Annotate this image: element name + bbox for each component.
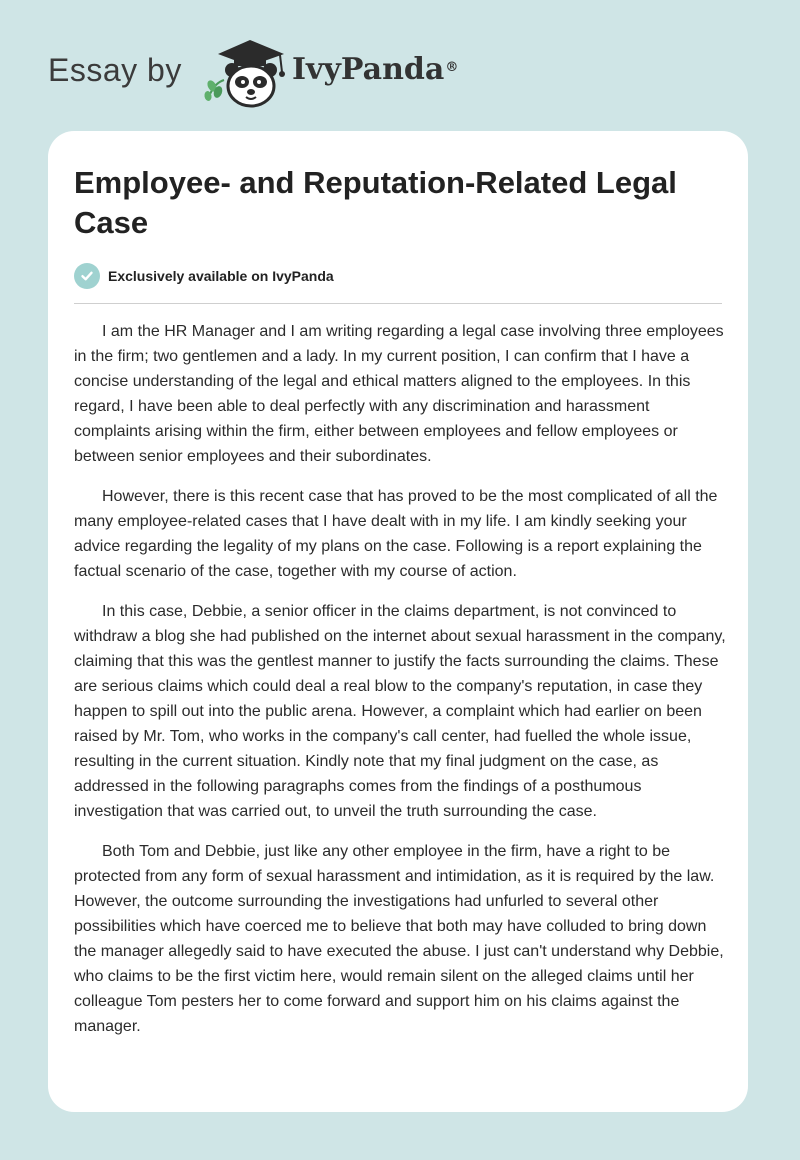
- brand-logo-text[interactable]: [292, 52, 458, 88]
- exclusive-badge: [74, 263, 334, 289]
- essay-by-label: Essay by: [48, 52, 182, 88]
- essay-card: [48, 131, 748, 1112]
- paragraph: I am the HR Manager and I am writing regarding a legal case involving three employees in the firm; two gentlemen and a lady. In my current position, I can confirm that I have a concise understanding of the legal and ethical matters aligned to the employees. In this regard, I have been able to deal perfectly with any discrimination and harassment complaints arising within the firm, either between employees and fellow employees or between senior employees and their subordinates.: [74, 323, 724, 465]
- registered-mark: ®: [445, 60, 459, 75]
- site-header: [0, 0, 800, 120]
- paragraph: However, there is this recent case that has proved to be the most complicated of all the many employee-related cases that I have dealt with in my life. I am kindly seeking your advice regarding the legality of my plans on the case. Following is a report explaining the factual scenario of the case, together with my course of action.: [74, 488, 718, 580]
- divider: [74, 303, 722, 304]
- brand-name: IvyPanda: [292, 52, 445, 87]
- essay-body: [74, 319, 726, 1054]
- panda-graduate-icon[interactable]: [200, 34, 292, 110]
- exclusive-label: Exclusively available on IvyPanda: [108, 268, 334, 284]
- paragraph: In this case, Debbie, a senior officer in the claims department, is not convinced to withdraw a blog she had published on the internet about sexual harassment in the company, claiming that this was the gentlest manner to justify the facts surrounding the claims. These are serious claims which could deal a real blow to the company's reputation, in case they happen to spill out into the public arena. However, a complaint which had earlier on been raised by Mr. Tom, who works in the company's call center, had fuelled the whole issue, resulting in the current situation. Kindly note that my final judgment on the case, as addressed in the following paragraphs comes from the findings of a posthumous investigation that was carried out, to unveil the truth surrounding the case.: [74, 603, 726, 820]
- page-title: Employee- and Reputation-Related Legal Case: [74, 165, 677, 240]
- check-icon: [74, 263, 100, 289]
- paragraph: Both Tom and Debbie, just like any other employee in the firm, have a right to be protected from any form of sexual harassment and intimidation, as it is required by the law. However, the outcome surrounding the investigations had unfurled to several other possibilities which have coerced me to believe that both may have colluded to bring down the manager allegedly said to have executed the abuse. I just can't understand why Debbie, who claims to be the first victim here, would remain silent on the alleged claims until her colleague Tom pesters her to come forward and support him on his claims against the manager.: [74, 843, 724, 1035]
